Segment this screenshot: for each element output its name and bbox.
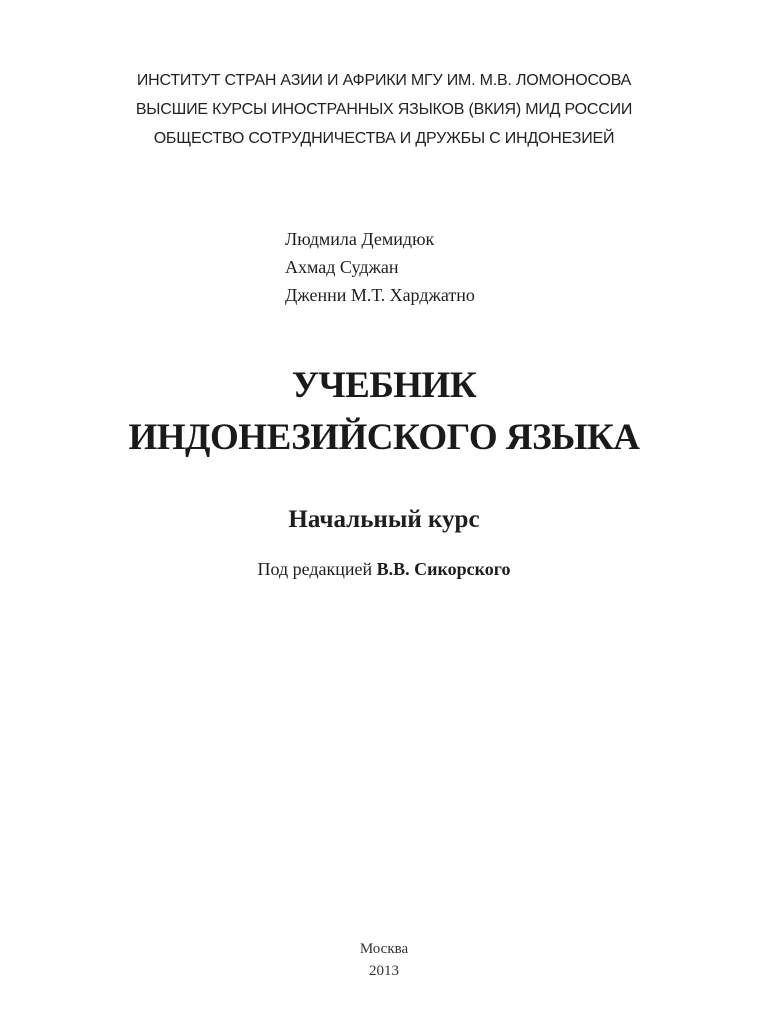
editor-line [0, 556, 768, 582]
book-title-line: ИНДОНЕЗИЙСКОГО ЯЗЫКА [128, 417, 640, 458]
publication-city: Москва [359, 941, 409, 957]
institution-line: ИНСТИТУТ СТРАН АЗИИ И АФРИКИ МГУ ИМ. М.В. ЛОМОНОСОВА [136, 72, 632, 89]
imprint-footer [0, 938, 768, 982]
authors-list [285, 225, 475, 309]
book-title-line: УЧЕБНИК [291, 365, 477, 406]
institution-line: ВЫСШИЕ КУРСЫ ИНОСТРАННЫХ ЯЗЫКОВ (ВКИЯ) МИД РОССИИ [135, 101, 633, 118]
publication-year: 2013 [369, 963, 399, 979]
institutions-header [0, 66, 768, 153]
author-name: Дженни М.Т. Харджатно [285, 285, 475, 305]
book-title [0, 360, 768, 464]
author-name: Людмила Демидюк [285, 229, 435, 249]
institution-line: ОБЩЕСТВО СОТРУДНИЧЕСТВА И ДРУЖБЫ С ИНДОНЕЗИЕЙ [153, 130, 615, 147]
editor-prefix: Под редакцией [257, 559, 373, 579]
editor-name: В.В. Сикорского [376, 559, 511, 579]
book-subtitle: Начальный курс [288, 506, 480, 533]
author-name: Ахмад Суджан [285, 257, 399, 277]
